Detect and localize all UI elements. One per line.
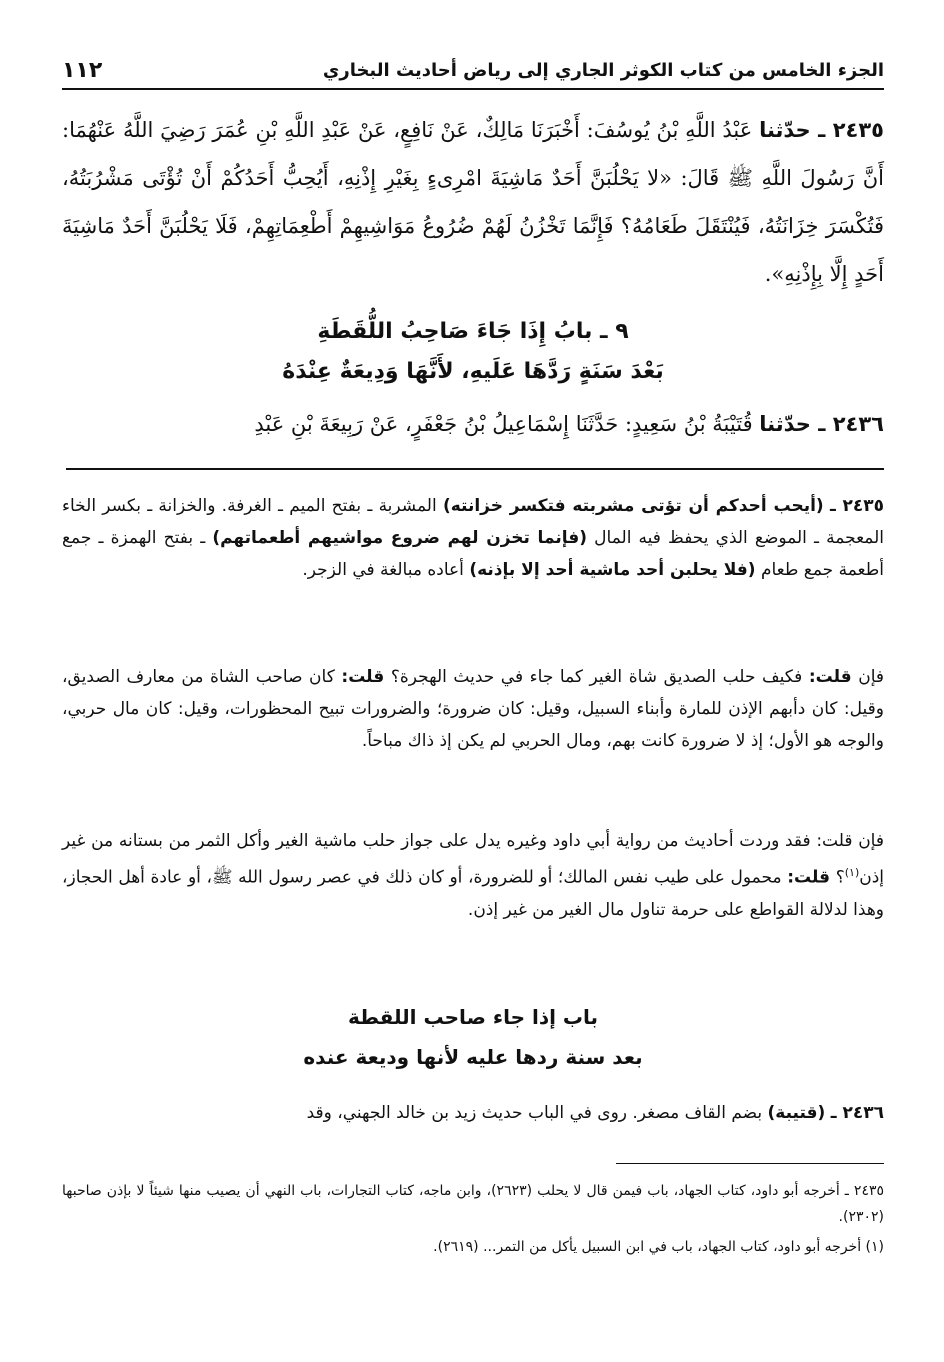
sharh-text: ـ بفتح الهمزة ـ جمع أطعمة جمع طعام xyxy=(62,528,884,580)
hadith-2435 xyxy=(62,106,884,298)
sharh-paragraph-2436 xyxy=(62,1097,884,1129)
sharh-text: فإن xyxy=(858,667,885,687)
sharh-paragraph-question1 xyxy=(62,661,884,757)
page-number: ١١٢ xyxy=(62,57,103,83)
sharh-quote: (أيحب أحدكم أن تؤتى مشربته فتكسر خزانته) xyxy=(442,496,824,516)
sharh-number: ٢٤٣٦ ـ xyxy=(830,1103,884,1123)
sharh-bab-line2: بعد سنة ردها عليه لأنها وديعة عنده xyxy=(303,1045,643,1069)
sharh-quote: (قتيبة) xyxy=(767,1103,826,1123)
bab-heading xyxy=(62,312,884,392)
sharh-answer-label: قلت: xyxy=(787,867,831,888)
bab-heading-line1: ٩ ـ بابُ إِذَا جَاءَ صَاحِبُ اللُّقَطَةِ xyxy=(317,319,629,344)
matn-sharh-divider xyxy=(66,468,884,470)
page-header xyxy=(62,52,884,90)
running-title: الجزء الخامس من كتاب الكوثر الجاري إلى رياض أحاديث البخاري xyxy=(322,59,884,81)
hadith-text: قُتَيْبَةُ بْنُ سَعِيدٍ: حَدَّثَنَا إِسْمَاعِيلُ بْنُ جَعْفَرٍ، عَنْ رَبِيعَةَ بْنِ عَبْدِ xyxy=(254,412,753,436)
bab-heading-line2: بَعْدَ سَنَةٍ رَدَّهَا عَلَيهِ، لأَنَّهَا وَدِيعَةٌ عِنْدَهُ xyxy=(282,359,664,384)
sharh-text: محمول على طيب نفس المالك؛ أو للضرورة، أو كان ذلك في عصر رسول الله ﷺ، أو عادة أهل الحجاز، وهذا لدلالة القواطع على حرمة تناول مال الغير من غير إذن. xyxy=(62,867,884,920)
footnote-1: (١) أخرجه أبو داود، كتاب الجهاد، باب في ابن السبيل يأكل من التمر... (٢٦١٩). xyxy=(433,1239,884,1255)
sharh-text: المشربة ـ بفتح الميم ـ الغرفة. والخزانة ـ بكسر الخاء المعجمة ـ الموضع الذي يحفظ فيه المال xyxy=(62,496,885,548)
sharh-text: كان صاحب الشاة من معارف الصديق، وقيل: كان دأبهم الإذن للمارة وأبناء السبيل، وقيل: كان ضرورة؛ والضرورات تبيح المحظورات، وقيل: كان مال حربي، والوجه هو الأول؛ إذ لا ضرورة كانت بهم، ومال الحربي لم يكن إذ ذاك مباحاً. xyxy=(62,667,884,751)
sharh-number: ٢٤٣٥ ـ xyxy=(829,496,885,516)
sharh-text: أعاده مبالغة في الزجر. xyxy=(302,560,464,580)
sharh-question-label: قلت: xyxy=(808,667,852,687)
sharh-paragraph-question2 xyxy=(62,825,884,926)
hadith-number: ٢٤٣٥ ـ حدّثنا xyxy=(759,118,884,142)
footnote-2435: ٢٤٣٥ ـ أخرجه أبو داود، كتاب الجهاد، باب فيمن قال لا يحلب (٢٦٢٣)، وابن ماجه، كتاب التجارات، باب النهي أن يصيب منها شيئاً لا بإذن صاحبها (٢٣٠٢). xyxy=(62,1183,884,1225)
sharh-text: ؟ xyxy=(835,867,845,888)
sharh-quote: (فلا يحلبن أحد ماشية أحد إلا بإذنه) xyxy=(469,560,756,580)
sharh-bab-line1: باب إذا جاء صاحب اللقطة xyxy=(347,1005,599,1029)
footnote-rule xyxy=(616,1163,884,1164)
sharh-text: بضم القاف مصغر. روى في الباب حديث زيد بن خالد الجهني، وقد xyxy=(306,1103,763,1123)
sharh-answer-label: قلت: xyxy=(341,667,385,687)
footnotes xyxy=(62,1178,884,1264)
sharh-text: فإن قلت: فقد وردت أحاديث من رواية أبي داود وغيره يدل على جواز حلب ماشية الغير وأكل الثمر من بستانه من غير إذن xyxy=(62,831,885,888)
footnote-ref: (١) xyxy=(844,866,860,879)
sharh-text: فكيف حلب الصديق شاة الغير كما جاء في حديث الهجرة؟ xyxy=(390,667,803,687)
hadith-2436 xyxy=(62,400,884,448)
sharh-paragraph-2435 xyxy=(62,490,884,586)
sharh-quote: (فإنما تخزن لهم ضروع مواشيهم أطعماتهم) xyxy=(212,528,588,548)
sharh-bab-heading xyxy=(62,997,884,1077)
hadith-number: ٢٤٣٦ ـ حدّثنا xyxy=(759,412,884,436)
hadith-text: عَبْدُ اللَّهِ بْنُ يُوسُفَ: أَخْبَرَنَا مَالِكٌ، عَنْ نَافِعٍ، عَنْ عَبْدِ اللَّهِ بْنِ عُمَرَ رَضِيَ اللَّهُ عَنْهُمَا: أَنَّ رَسُولَ اللَّهِ ﷺ قَالَ: «لا يَحْلُبَنَّ أَحَدٌ مَاشِيَةَ امْرِىءٍ بِغَيْرِ إِذْنِهِ، أَيُحِبُّ أَحَدُكُمْ أَنْ تُؤْتَى مَشْرُبَتُهُ، فَتُكْسَرَ خِزَانَتُهُ، فَيُنْتَقَلَ طَعَامُهُ؟ فَإِنَّمَا تَخْزُنُ لَهُمْ ضُرُوعُ مَوَاشِيهِمْ أَطْعِمَاتِهِمْ، فَلَا يَحْلُبَنَّ أَحَدٌ مَاشِيَةَ أَحَدٍ إِلَّا بِإِذْنِهِ». xyxy=(62,118,884,286)
